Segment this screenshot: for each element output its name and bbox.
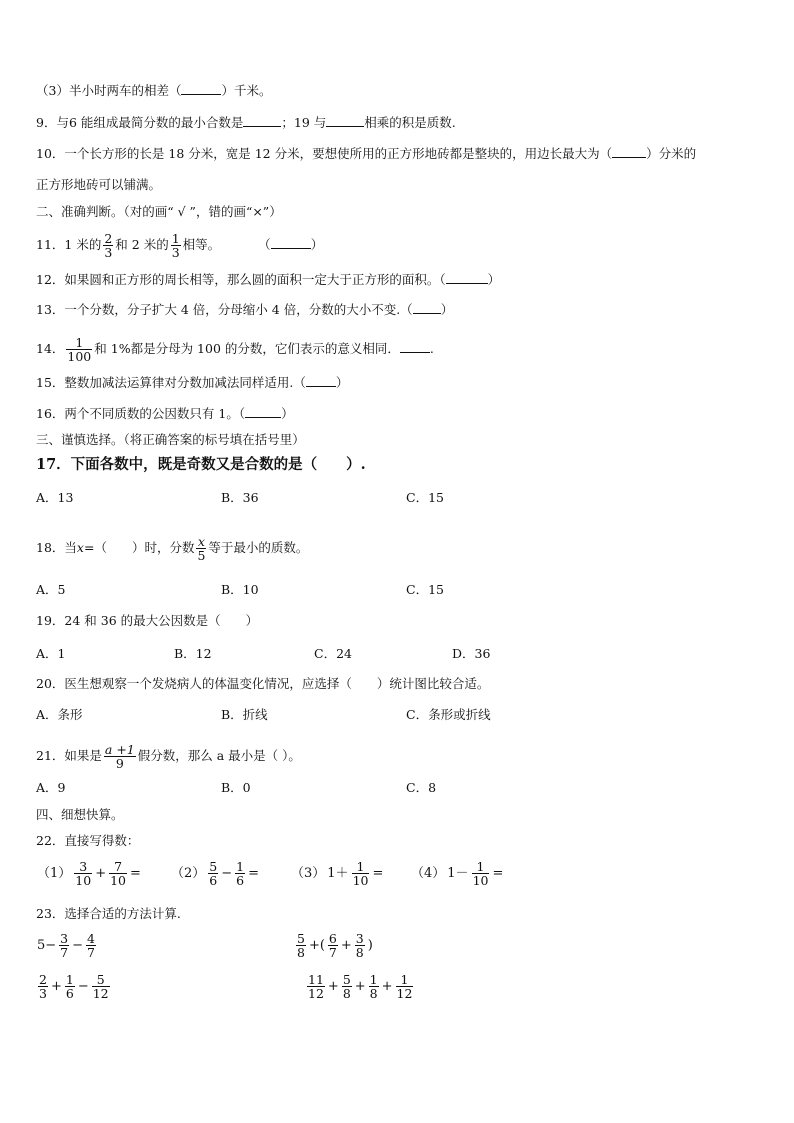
section-3-title: 三、谨慎选择。（将正确答案的标号填在括号里） (36, 432, 305, 447)
question-22-title: 22．直接写得数： (36, 833, 140, 848)
q16-text-b: ） (281, 406, 294, 421)
q13-text-a: 13．一个分数，分子扩大 4 倍，分母缩小 4 倍，分数的大小不变.（ (36, 302, 413, 317)
fraction: $\frac{3}{8}$ (355, 931, 364, 960)
q9-text-a: 9．与6 能组成最简分数的最小合数是 (36, 115, 244, 130)
q14-text-b: 和 1%都是分母为 100 的分数，它们表示的意义相同． (94, 341, 400, 356)
fraction: $\frac{1}{10}$ (352, 859, 369, 888)
option-b[interactable]: B．0 (221, 780, 251, 795)
section-4-title: 四、细想快算。 (36, 807, 124, 822)
fraction: $\frac{5}{12}$ (92, 972, 109, 1001)
option-c[interactable]: C．15 (406, 490, 444, 505)
q15-text-b: ） (335, 375, 349, 390)
option-a[interactable]: A．条形 (36, 707, 83, 722)
q21-text-b: 假分数，那么 a 最小是（ ）。 (137, 748, 301, 763)
q10-text-a: 10．一个长方形的长是 18 分米，宽是 12 分米，要想使所用的正方形地砖都是整块的，用边长最大为（ (36, 146, 613, 161)
question-10 (36, 145, 696, 163)
section-2-title: 二、准确判断。（对的画“ √ ”，错的画“×”） (36, 204, 282, 219)
q9-text-c: 相乘的积是质数. (364, 115, 456, 130)
q18-text-b: =（ ）时，分数 (83, 540, 195, 555)
answer-blank[interactable] (326, 114, 364, 127)
q8-3-text-b: ）千米。 (221, 83, 272, 98)
question-21 (36, 743, 301, 770)
question-11 (36, 232, 323, 259)
option-d[interactable]: D．36 (452, 646, 491, 661)
fraction: $\frac{1}{3}$ (171, 231, 180, 260)
fraction: $\frac{a +1}{9}$ (104, 742, 135, 771)
q10-text-b: ）分米的 (646, 146, 697, 161)
question-15 (36, 374, 348, 392)
fraction: $\frac{5}{6}$ (209, 859, 218, 888)
fraction: $\frac{7}{10}$ (110, 859, 126, 888)
calc-item-1: （1） $\frac{3}{10}$ + $\frac{7}{10}$ = (37, 859, 141, 888)
q21-text-a: 21．如果是 (36, 748, 102, 763)
fraction: $\frac{5}{8}$ (297, 931, 305, 960)
fraction: $\frac{1}{6}$ (236, 859, 245, 888)
option-c[interactable]: C．15 (406, 582, 444, 597)
fraction: $\frac{1}{100}$ (67, 335, 92, 364)
expression-3: $\frac{2}{3}$ + $\frac{1}{6}$ − $\frac{5}{12}$ (39, 972, 109, 1001)
answer-blank[interactable] (446, 271, 488, 284)
question-17: 17．下面各数中，既是奇数又是合数的是（ ）. (36, 456, 366, 473)
expression-1: 5− $\frac{3}{7}$ − $\frac{4}{7}$ (37, 931, 95, 960)
answer-blank[interactable] (245, 405, 281, 418)
fraction: $\frac{3}{7}$ (60, 931, 69, 960)
q12-text-a: 12．如果圆和正方形的周长相等，那么圆的面积一定大于正方形的面积。（ (36, 272, 446, 287)
option-a[interactable]: A．9 (36, 780, 66, 795)
q10-text-c: 正方形地砖可以铺满。 (36, 177, 162, 192)
option-c[interactable]: C．24 (314, 646, 352, 661)
q18-text-a: 18．当 (36, 540, 77, 555)
calc-item-2: （2） $\frac{5}{6}$ − $\frac{1}{6}$ = (171, 859, 259, 888)
q11-text-b: 和 2 米的 (115, 237, 169, 252)
fraction: $\frac{1}{6}$ (65, 972, 74, 1001)
question-14 (36, 336, 434, 363)
fraction: $\frac{3}{10}$ (75, 859, 92, 888)
q8-3-text-a: （3）半小时两车的相差（ (36, 83, 182, 98)
question-12 (36, 271, 500, 289)
q18-text-c: 等于最小的质数。 (208, 540, 309, 555)
q11-text-c: 相等。 (182, 237, 221, 252)
option-b[interactable]: B．12 (174, 646, 212, 661)
answer-blank[interactable] (413, 301, 441, 314)
fraction: $\frac{2}{3}$ (104, 231, 113, 260)
fraction: $\frac{1}{12}$ (396, 972, 413, 1001)
fraction: $\frac{5}{8}$ (342, 972, 351, 1001)
q15-text-a: 15．整数加减法运算律对分数加减法同样适用.（ (36, 375, 306, 390)
answer-blank[interactable] (271, 236, 311, 249)
question-20: 20．医生想观察一个发烧病人的体温变化情况，应选择（ ）统计图比较合适。 (36, 676, 490, 691)
option-a[interactable]: A．1 (36, 646, 66, 661)
paren-right: ） (310, 237, 324, 252)
option-b[interactable]: B．36 (221, 490, 259, 505)
q11-text-a: 11．1 米的 (36, 237, 102, 252)
q13-text-b: ） (440, 302, 454, 317)
option-b[interactable]: B．折线 (221, 707, 268, 722)
answer-blank[interactable] (306, 374, 336, 387)
question-13 (36, 301, 453, 319)
question-10-line2 (36, 176, 161, 194)
expression-4: $\frac{11}{12}$ + $\frac{5}{8}$ + $\frac{1}{8}$ + $\frac{1}{12}$ (308, 972, 413, 1001)
fraction: $\frac{1}{8}$ (369, 972, 378, 1001)
fraction: $\frac{6}{7}$ (328, 931, 337, 960)
option-a[interactable]: A．5 (36, 582, 66, 597)
answer-blank[interactable] (243, 114, 281, 127)
answer-blank[interactable] (400, 340, 430, 353)
fraction: $\frac{x}{5}$ (197, 534, 206, 563)
option-c[interactable]: C．8 (406, 780, 437, 795)
calc-item-3: （3） 1＋ $\frac{1}{10}$ = (291, 859, 384, 888)
fraction: $\frac{1}{10}$ (472, 859, 489, 888)
fraction: $\frac{4}{7}$ (87, 931, 95, 960)
option-b[interactable]: B．10 (221, 582, 259, 597)
q12-text-b: ） (487, 272, 501, 287)
answer-blank[interactable] (612, 145, 646, 158)
question-9 (36, 114, 456, 132)
answer-blank[interactable] (181, 82, 221, 95)
fraction: $\frac{2}{3}$ (39, 972, 47, 1001)
q18-variable: x (76, 540, 84, 555)
q16-text-a: 16．两个不同质数的公因数只有 1。（ (36, 406, 246, 421)
question-16 (36, 405, 294, 423)
option-a[interactable]: A．13 (36, 490, 74, 505)
calc-item-4: （4） 1－ $\frac{1}{10}$ = (411, 859, 504, 888)
q14-text-a: 14． (36, 341, 65, 356)
question-19: 19．24 和 36 的最大公因数是（ ） (36, 613, 259, 628)
question-8-3 (36, 82, 271, 100)
question-18 (36, 535, 308, 562)
paren-left: （ (258, 237, 271, 252)
option-c[interactable]: C．条形或折线 (406, 707, 491, 722)
expression-2: $\frac{5}{8}$ +( $\frac{6}{7}$ + $\frac{3}{8}$ ) (297, 931, 373, 960)
q14-text-c: . (429, 341, 434, 356)
q9-text-b: ；19 与 (281, 115, 327, 130)
question-23-title: 23．选择合适的方法计算. (36, 906, 181, 921)
fraction: $\frac{11}{12}$ (308, 972, 324, 1001)
